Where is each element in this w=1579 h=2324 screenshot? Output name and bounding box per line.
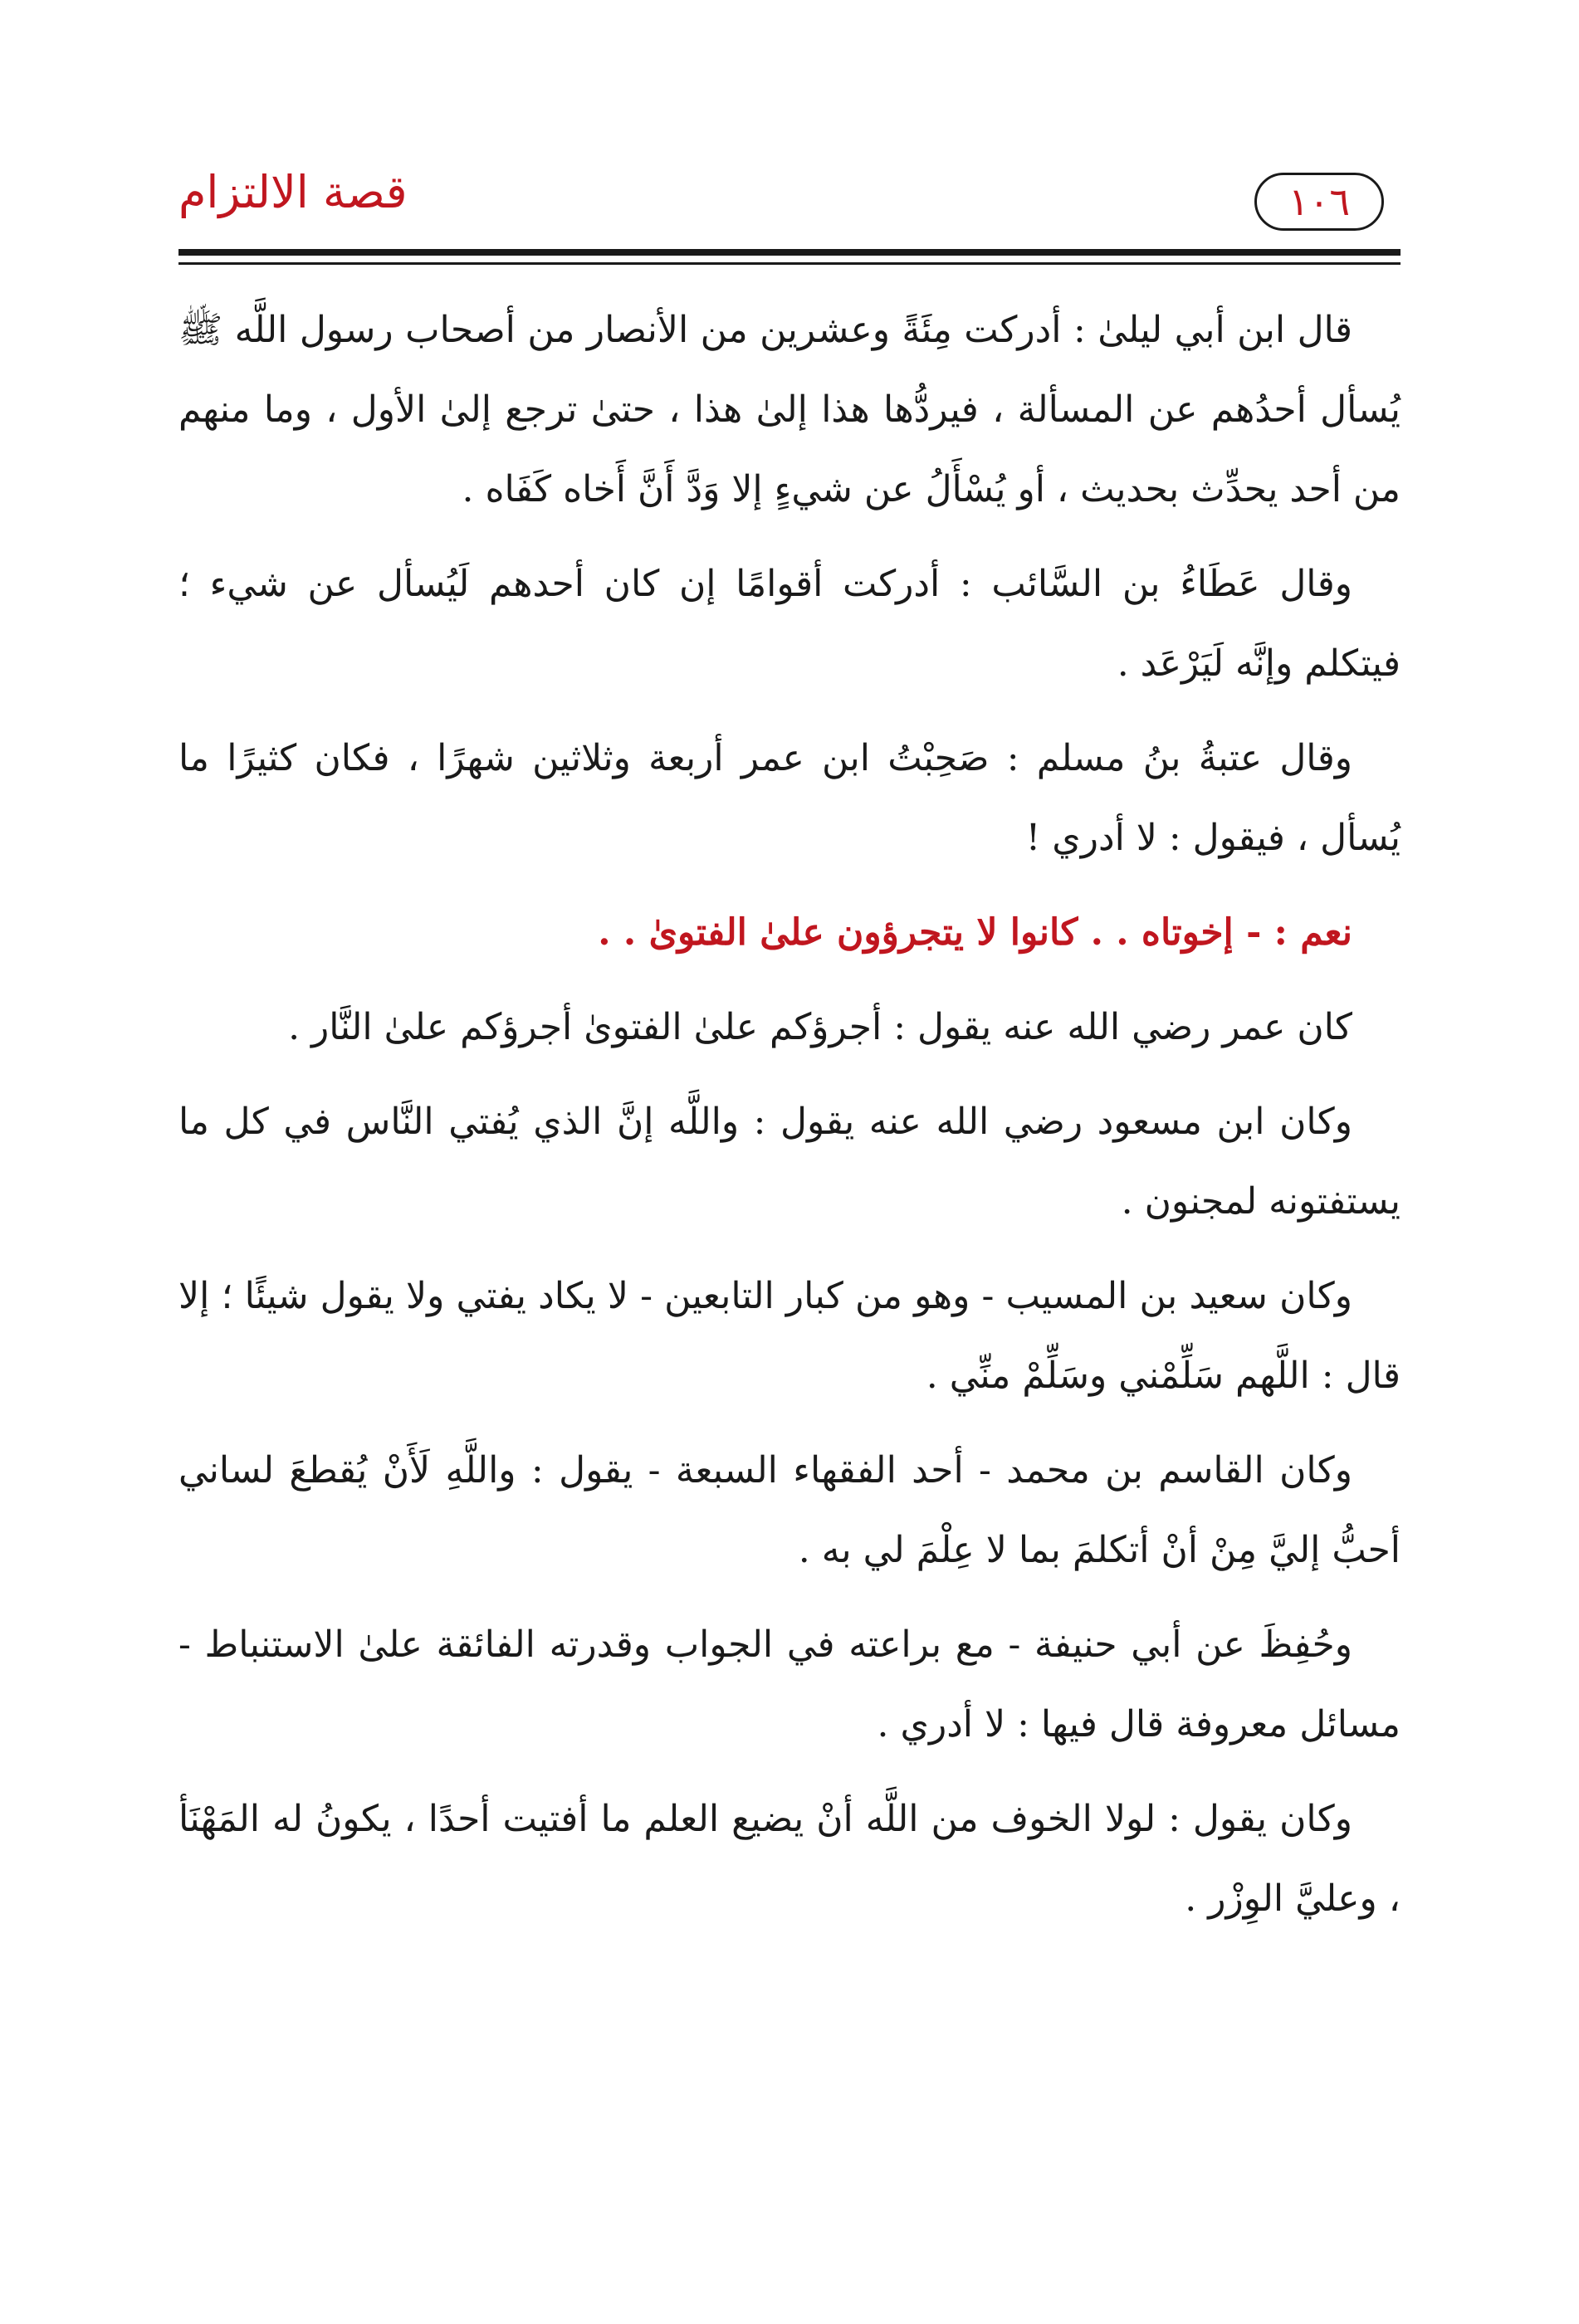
header-rule-thick [178,249,1401,256]
paragraph-abu-hanifa: وحُفِظَ عن أبي حنيفة - مع براعته في الجواب وقدرته الفائقة علىٰ الاستنباط - مسائل معروفة قال فيها : لا أدري . [178,1623,1401,1745]
page-title: قصة الالتزام [178,166,408,218]
paragraph-ibn-masud: وكان ابن مسعود رضي الله عنه يقول : واللَّه إنَّ الذي يُفتي النَّاس في كل ما يستفتونه لمجنون . [178,1101,1401,1223]
paragraph-umar: كان عمر رضي الله عنه يقول : أجرؤكم علىٰ الفتوىٰ أجرؤكم علىٰ النَّار . [288,1006,1352,1048]
paragraph-said: وكان سعيد بن المسيب - وهو من كبار التابعين - لا يكاد يفتي ولا يقول شيئًا ؛ إلا قال : اللَّهم سَلِّمْني وسَلِّمْ منِّي . [178,1275,1401,1397]
page-body [178,290,1401,1954]
paragraph-closing: وكان يقول : لولا الخوف من اللَّه أنْ يضيع العلم ما أفتيت أحدًا ، يكونُ له المَهْنَأ ، وعليَّ الوِزْر . [178,1798,1401,1920]
header-rule-thin [178,262,1401,265]
paragraph-utba: وقال عتبةُ بنُ مسلم : صَحِبْتُ ابن عمر أربعة وثلاثين شهرًا ، فكان كثيرًا ما يُسأل ، فيقول : لا أدري ! [178,737,1401,859]
page-number-badge: ١٠٦ [1254,173,1384,231]
section-heading: نعم : - إخوتاه . . كانوا لا يتجرؤون علىٰ الفتوىٰ . . [598,911,1352,954]
paragraph-ata: وقال عَطَاءُ بن السَّائب : أدركت أقوامًا إن كان أحدهم لَيُسأل عن شيء ؛ فيتكلم وإنَّه لَيَرْعَد . [178,563,1401,685]
paragraph-ibn-abi-layla: قال ابن أبي ليلىٰ : أدركت مِئَةً وعشرين من الأنصار من أصحاب رسول اللَّه ﷺ يُسأل أحدُهم عن المسألة ، فيردُّها هذا إلىٰ هذا ، حتىٰ ترجع إلىٰ الأول ، وما منهم من أحد يحدِّث بحديث ، أو يُسْأَلُ عن شيءٍ إلا وَدَّ أَنَّ أَخاه كَفَاه . [178,309,1401,510]
paragraph-qasim: وكان القاسم بن محمد - أحد الفقهاء السبعة - يقول : واللَّهِ لَأَنْ يُقطعَ لساني أحبُّ إليَّ مِنْ أنْ أتكلمَ بما لا عِلْمَ لي به . [178,1449,1401,1571]
page-header [178,158,1401,249]
